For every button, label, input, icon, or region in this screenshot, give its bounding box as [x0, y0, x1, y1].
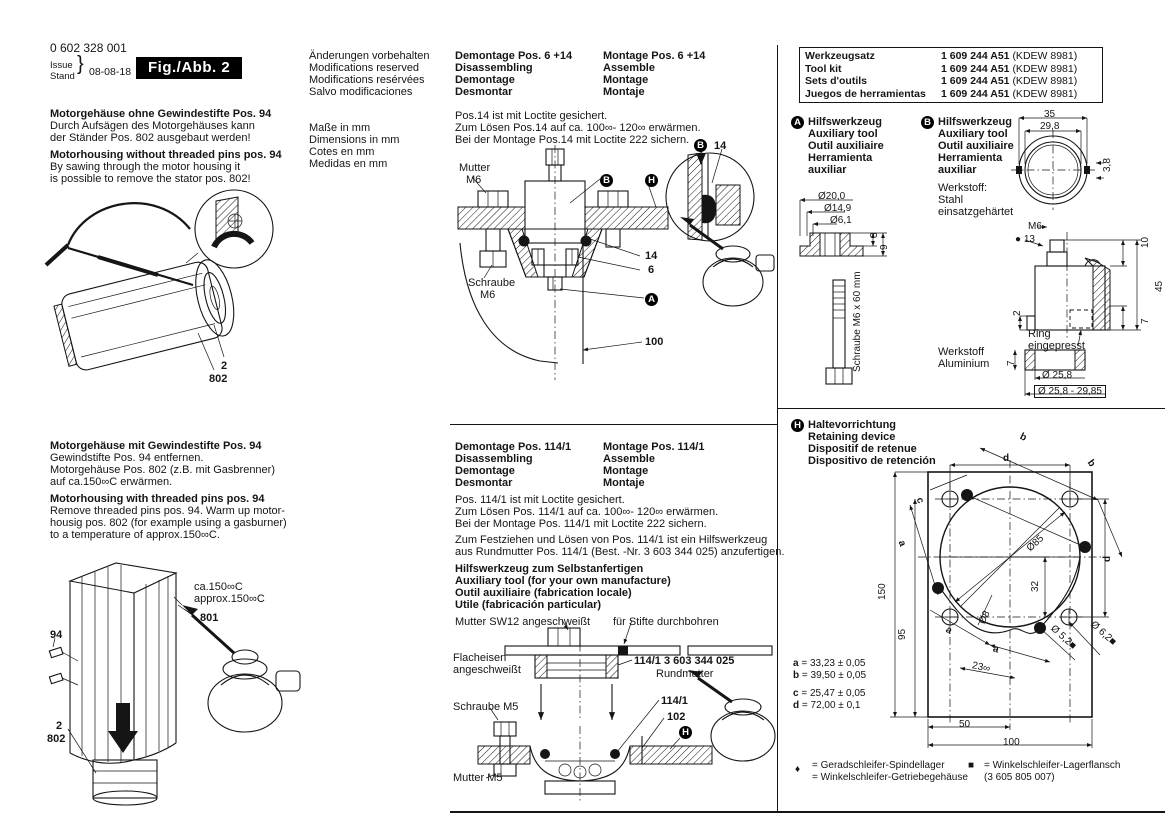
issue-label: Issue: [50, 60, 73, 71]
secB-l1: Hilfswerkzeug: [938, 116, 1012, 128]
dim-a1: a: [895, 539, 908, 548]
block1-title-de: Motorgehäuse ohne Gewindestifte Pos. 94: [50, 108, 272, 120]
dim-9: 9: [879, 244, 890, 250]
notice-changes-es: Salvo modificaciones: [309, 86, 413, 98]
secA-l4: Herramienta: [808, 152, 873, 164]
aux-title-en: Auxiliary tool (for your own manufacture): [455, 575, 671, 587]
dim-d62: Ø 6,2■: [1088, 619, 1119, 648]
sec1-dis-2: Disassembling: [455, 62, 533, 74]
fig-retaining-plate: [860, 430, 1169, 760]
dim-a2: a: [943, 624, 954, 637]
dim-d85: Ø85: [1024, 533, 1047, 554]
block1-en1: By sawing through the motor housing it: [50, 161, 241, 173]
fig2-pos94: 94: [50, 629, 63, 641]
label-schraube-2: M6: [480, 289, 496, 301]
block2-de3: auf ca.150∞C erwärmen.: [50, 476, 173, 488]
center-divider: [450, 424, 777, 425]
callout-h-section: H: [791, 419, 804, 432]
sec1-note1: Pos.14 ist mit Loctite gesichert.: [455, 110, 608, 122]
dim-150: 150: [877, 583, 888, 600]
dim-d20: Ø20,0: [818, 191, 846, 202]
toolkit-row: [805, 50, 1097, 63]
label-114-1: 114/1: [661, 695, 688, 707]
secA-l5: auxiliar: [808, 164, 847, 176]
dim-b1: b: [1017, 431, 1029, 444]
dim-m6: M6: [1028, 221, 1042, 232]
label-drill: für Stifte durchbohren: [613, 616, 719, 628]
block1-en2: is possible to remove the stator pos. 802!: [50, 173, 251, 185]
dim-ring-7: 7: [1006, 360, 1017, 366]
block1-de2: der Ständer Pos. 802 ausgebaut werden!: [50, 132, 251, 144]
secB-material-3: einsatzgehärtet: [938, 206, 1014, 218]
sec2-mon-3: Montage: [603, 465, 649, 477]
value-a-key: a: [793, 658, 799, 669]
legend-line2b: (3 605 805 007): [984, 772, 1055, 783]
fig1-pos2: 2: [221, 360, 228, 372]
sec2-mon-2: Assemble: [603, 453, 655, 465]
toolkit-value: 1 609 244 A51: [941, 62, 1010, 75]
dim-c: c: [913, 496, 926, 505]
label-6: 6: [648, 264, 655, 276]
label-14-inset: 14: [714, 140, 727, 152]
fig2-temp-de: ca.150∞C: [194, 581, 243, 593]
fig-aux-tool-114: [450, 618, 780, 818]
sec2-dis-1: Demontage Pos. 114/1: [455, 441, 572, 453]
sec1-mon-3: Montage: [603, 74, 649, 86]
fig2-pos2: 2: [56, 720, 63, 732]
secA-l2: Auxiliary tool: [808, 128, 878, 140]
legend-line1a: = Geradschleifer-Spindellager: [812, 760, 945, 771]
sec2-note2: Zum Lösen Pos. 114/1 auf ca. 100∞- 120∞ erwärmen.: [455, 506, 719, 518]
toolkit-note: (KDEW 8981): [1012, 75, 1078, 88]
fig1-pos802: 802: [209, 373, 228, 385]
callout-b-section: B: [921, 116, 934, 129]
dim-d-right: d: [1102, 555, 1113, 562]
label-mutter-1: Mutter: [459, 162, 491, 174]
callout-a: A: [645, 293, 658, 306]
dim-d258: Ø 25,8: [1042, 370, 1073, 381]
units-en: Dimensions in mm: [309, 134, 400, 146]
secB-l4: Herramienta: [938, 152, 1003, 164]
dim-d149: Ø14,9: [824, 203, 852, 214]
block1-de1: Durch Aufsägen des Motorgehäuses kann: [50, 120, 255, 132]
dim-d61: Ø6,1: [830, 215, 852, 226]
sec1-mon-2: Assemble: [603, 62, 655, 74]
secA-l1: Hilfswerkzeug: [808, 116, 882, 128]
label-flacheisen-1: Flacheisen: [453, 652, 507, 664]
toolkit-note: (KDEW 8981): [1012, 50, 1078, 62]
diamond-marker: ●: [1015, 234, 1022, 245]
dim-95: 95: [897, 628, 908, 640]
value-c: [793, 688, 866, 699]
value-d-key: d: [793, 700, 800, 711]
dim-38: 3,8: [1102, 158, 1113, 172]
secB-material-2: Stahl: [938, 194, 964, 206]
dim-298: 29,8: [1040, 121, 1060, 132]
toolkit-value: 1 609 244 A51: [941, 75, 1010, 88]
label-ring-2: eingepresst: [1028, 340, 1085, 352]
secB-l2: Auxiliary tool: [938, 128, 1008, 140]
secB-l3: Outil auxiliaire: [938, 140, 1014, 152]
notice-changes-de: Änderungen vorbehalten: [309, 50, 430, 62]
value-b: [793, 670, 866, 681]
sec2-note3: Bei der Montage Pos. 114/1 mit Loctite 222 sichern.: [455, 518, 707, 530]
toolkit-row: [805, 63, 1097, 76]
block2-de2: Motorgehäuse Pos. 802 (z.B. mit Gasbrenner): [50, 464, 275, 476]
value-c-key: c: [793, 688, 799, 699]
callout-h2: H: [679, 726, 692, 739]
toolkit-row: [805, 88, 1097, 101]
toolkit-label: Sets d'outils: [805, 75, 868, 88]
label-schraube-m6x60: Schraube M6 x 60 mm: [852, 271, 863, 372]
label-14: 14: [645, 250, 658, 262]
toolkit-label: Werkzeugsatz: [805, 50, 875, 62]
sec2-note1: Pos. 114/1 ist mit Loctite gesichert.: [455, 494, 625, 506]
aux-title-fr: Outil auxiliaire (fabrication locale): [455, 587, 632, 599]
toolkit-row: [805, 75, 1097, 88]
legend-line2a: = Winkelschleifer-Lagerflansch: [984, 760, 1121, 771]
label-weld-nut: Mutter SW12 angeschweißt: [455, 616, 591, 628]
sec1-dis-1: Demontage Pos. 6 +14: [455, 50, 573, 62]
secH-l1: Haltevorrichtung: [808, 419, 897, 431]
figure-number-box: Fig./Abb. 2: [136, 57, 242, 79]
callout-b-inset: B: [694, 139, 707, 152]
label-ring-1: Ring: [1028, 328, 1051, 340]
secB-material-1: Werkstoff:: [938, 182, 988, 194]
dim-10: 10: [1140, 236, 1151, 248]
dim-7: 7: [1140, 318, 1151, 324]
dim-45: 45: [1154, 280, 1165, 292]
sec1-mon-1: Montage Pos. 6 +14: [603, 50, 706, 62]
fig-motorhousing-burner: [38, 553, 303, 813]
issue-brace: }: [77, 53, 84, 75]
secH-l3: Dispositif de retenue: [808, 443, 917, 455]
label-schraube-m5: Schraube M5: [453, 701, 519, 713]
stand-label: Stand: [50, 71, 75, 82]
toolkit-value: 1 609 244 A51: [941, 50, 1010, 62]
dim-d8: Ø8: [976, 609, 993, 626]
dim-35: 35: [1044, 109, 1056, 120]
sec1-mon-4: Montaje: [603, 86, 645, 98]
block2-title-de: Motorgehäuse mit Gewindestifte Pos. 94: [50, 440, 262, 452]
label-rundmutter-no: 114/1 3 603 344 025: [634, 655, 735, 667]
fig2-pos801: 801: [200, 612, 219, 624]
toolkit-label: Juegos de herramientas: [805, 87, 926, 100]
dim-13: 13: [1023, 234, 1035, 245]
units-de: Maße in mm: [309, 122, 371, 134]
secH-l4: Dispositivo de retención: [808, 455, 936, 467]
value-d-val: = 72,00 ± 0,1: [801, 700, 861, 711]
callout-h: H: [645, 174, 658, 187]
dim-3: 3: [869, 232, 880, 238]
part-number: 0 602 328 001: [50, 41, 127, 55]
block2-en1: Remove threaded pins pos. 94. Warm up motor-: [50, 505, 285, 517]
toolkit-table: [799, 47, 1103, 103]
label-mutter-2: M6: [466, 174, 482, 186]
toolkit-note: (KDEW 8981): [1012, 87, 1078, 100]
fig-ring-top-view: [1008, 108, 1168, 218]
sec1-note3: Bei der Montage Pos.14 mit Loctite 222 sichern.: [455, 134, 690, 146]
toolkit-label: Tool kit: [805, 62, 842, 75]
callout-a-section: A: [791, 116, 804, 129]
dim-32: 32: [1030, 580, 1041, 592]
block2-en3: to a temperature of approx.150∞C.: [50, 529, 220, 541]
block1-title-en: Motorhousing without threaded pins pos. 94: [50, 149, 282, 161]
secH-l2: Retaining device: [808, 431, 896, 443]
sec2-note5: aus Rundmutter Pos. 114/1 (Best. -Nr. 3 603 344 025) anzufertigen.: [455, 546, 785, 558]
label-werkstoff-alu-1: Werkstoff: [938, 346, 985, 358]
units-fr: Cotes en mm: [309, 146, 375, 158]
dim-13-dot: [1015, 234, 1035, 245]
dim-d258-range: Ø 25,8 - 29,85: [1034, 385, 1106, 398]
label-100: 100: [645, 336, 664, 348]
issue-date: 08-08-18: [89, 66, 132, 78]
legend-sym1: ♦: [795, 764, 801, 775]
dim-d52: Ø 5,2■: [1048, 623, 1079, 652]
block2-de1: Gewindstifte Pos. 94 entfernen.: [50, 452, 204, 464]
secB-l5: auxiliar: [938, 164, 977, 176]
callout-b: B: [600, 174, 613, 187]
sec1-note2: Zum Lösen Pos.14 auf ca. 100∞- 120∞ erwärmen.: [455, 122, 701, 134]
sec1-dis-4: Desmontar: [455, 86, 513, 98]
sec2-mon-4: Montaje: [603, 477, 645, 489]
label-werkstoff-alu-2: Aluminium: [938, 358, 990, 370]
sec2-dis-3: Demontage: [455, 465, 515, 477]
block2-title-en: Motorhousing with threaded pins pos. 94: [50, 493, 265, 505]
aux-title-de: Hilfswerkzeug zum Selbstanfertigen: [455, 563, 644, 575]
sec2-mon-1: Montage Pos. 114/1: [603, 441, 705, 453]
label-mutter-m5: Mutter M5: [453, 772, 503, 784]
sec2-dis-4: Desmontar: [455, 477, 513, 489]
label-flacheisen-2: angeschweißt: [453, 664, 521, 676]
legend-line1b: = Winkelschleifer-Getriebegehäuse: [812, 772, 968, 783]
notice-changes-fr: Modifications resérvées: [309, 74, 425, 86]
notice-changes-en: Modifications reserved: [309, 62, 420, 74]
sec2-dis-2: Disassembling: [455, 453, 533, 465]
value-c-val: = 25,47 ± 0,05: [801, 688, 866, 699]
secA-l3: Outil auxiliaire: [808, 140, 884, 152]
fig2-temp-en: approx.150∞C: [194, 593, 265, 605]
dim-a3: a: [991, 643, 1001, 656]
dim-100: 100: [1003, 737, 1020, 748]
legend-sym2: ■: [968, 760, 975, 771]
dim-2: 2: [1012, 310, 1023, 316]
dim-23deg: 23∞: [971, 660, 992, 675]
aux-title-es: Utile (fabricación particular): [455, 599, 602, 611]
value-b-key: b: [793, 670, 800, 681]
value-d: [793, 700, 860, 711]
label-schraube-1: Schraube: [468, 277, 516, 289]
toolkit-value: 1 609 244 A51: [941, 87, 1010, 100]
fig-motorhousing-saw: [38, 185, 303, 390]
sec1-dis-3: Demontage: [455, 74, 515, 86]
block2-en2: housig pos. 802 (for example using a gasburner): [50, 517, 287, 529]
dim-b2: b: [1084, 457, 1098, 470]
value-a: [793, 658, 866, 669]
toolkit-note: (KDEW 8981): [1012, 62, 1078, 75]
label-rundmutter: Rundmutter: [656, 668, 714, 680]
sec2-note4: Zum Festziehen und Lösen von Pos. 114/1 ist ein Hilfswerkzeug: [455, 534, 768, 546]
units-es: Medidas en mm: [309, 158, 388, 170]
fig2-pos802: 802: [47, 733, 66, 745]
dim-50: 50: [959, 719, 971, 730]
value-a-val: = 33,23 ± 0,05: [801, 658, 866, 669]
dim-d-top: d: [1003, 453, 1010, 464]
label-102: 102: [667, 711, 686, 723]
value-b-val: = 39,50 ± 0,05: [801, 670, 867, 681]
